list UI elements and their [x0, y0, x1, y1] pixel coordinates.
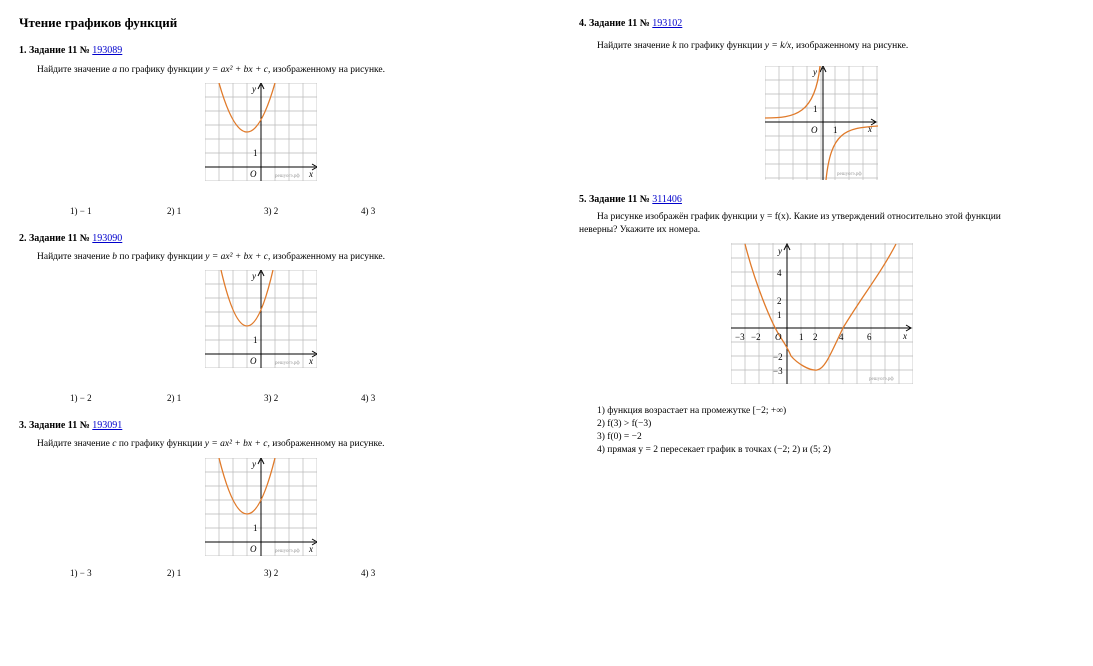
- prompt-formula: y = k/x,: [764, 41, 794, 51]
- task-number: 5.: [579, 194, 587, 205]
- prompt-text: Найдите значение: [37, 439, 110, 449]
- task-link[interactable]: 311406: [652, 194, 682, 205]
- watermark: решуогэ.рф: [275, 174, 300, 179]
- x-axis-label: x: [309, 356, 313, 366]
- prompt-formula: y = ax² + bx + c,: [205, 252, 271, 262]
- task-number: 3.: [19, 420, 27, 431]
- prompt-line: неверны? Укажите их номера.: [579, 225, 701, 235]
- x-tick-label: −3: [735, 332, 745, 342]
- answer-option[interactable]: 3) 2: [264, 393, 279, 403]
- prompt-text: изображенному на рисунке.: [272, 439, 385, 449]
- prompt-formula: y = ax² + bx + c,: [204, 439, 270, 449]
- prompt-text: по графику функции: [118, 439, 203, 449]
- task-label: Задание 11 №: [589, 18, 650, 29]
- task-label: Задание 11 №: [589, 194, 650, 205]
- task-2: [19, 233, 122, 244]
- x-tick-label: 2: [813, 332, 818, 342]
- prompt-text: по графику функции: [119, 65, 203, 75]
- axes: [205, 460, 315, 556]
- y-axis-label: y: [252, 271, 256, 281]
- watermark: решуогэ.рф: [837, 172, 862, 177]
- function-curve: [745, 244, 896, 370]
- task-3-prompt: [37, 439, 384, 449]
- unit-label: 1: [253, 335, 258, 345]
- axes: [765, 68, 876, 180]
- origin-label: O: [775, 332, 782, 342]
- origin-label: O: [250, 169, 257, 179]
- task-link[interactable]: 193090: [92, 233, 123, 244]
- prompt-text: Найдите значение: [597, 41, 670, 51]
- axes: [205, 272, 315, 368]
- unit-label: 1: [253, 523, 258, 533]
- parabola-graph-3: [205, 458, 317, 556]
- answer-option[interactable]: 2) 1: [167, 206, 182, 216]
- task-link[interactable]: 193091: [92, 420, 123, 431]
- y-tick-label: −2: [773, 352, 783, 362]
- hyperbola-graph: [765, 66, 878, 180]
- prompt-text: изображенному на рисунке.: [272, 252, 386, 262]
- answer-option[interactable]: 1) − 1: [70, 206, 92, 216]
- answer-option[interactable]: 4) 3: [361, 206, 376, 216]
- task-link[interactable]: 193089: [92, 45, 123, 56]
- prompt-text: Найдите значение: [37, 65, 110, 75]
- unit-label: 1: [813, 104, 818, 114]
- y-tick-label: −3: [773, 366, 783, 376]
- task-header: [579, 194, 682, 205]
- y-axis-label: y: [252, 459, 256, 469]
- function-graph: [731, 243, 913, 384]
- x-tick-label: 4: [839, 332, 844, 342]
- statement-4: 4) прямая y = 2 пересекает график в точках (−2; 2) и (5; 2): [597, 445, 831, 455]
- prompt-text: по графику функции: [119, 252, 203, 262]
- unit-label: 1: [253, 148, 258, 158]
- watermark: решуогэ.рф: [869, 377, 894, 382]
- prompt-text: изображенному на рисунке.: [795, 41, 909, 51]
- x-axis-label: x: [903, 331, 907, 341]
- answer-option[interactable]: 4) 3: [361, 393, 376, 403]
- task-5: [579, 194, 682, 205]
- statement-2: 2) f(3) > f(−3): [597, 419, 652, 429]
- answer-option[interactable]: 3) 2: [264, 206, 279, 216]
- parabola-graph-1: [205, 83, 317, 181]
- x-axis-label: x: [309, 544, 313, 554]
- x-tick-label: 6: [867, 332, 872, 342]
- task-3: [19, 420, 122, 431]
- task-label: Задание 11 №: [29, 45, 90, 56]
- task-header: [19, 233, 122, 244]
- watermark: решуогэ.рф: [275, 549, 300, 554]
- task-label: Задание 11 №: [29, 233, 90, 244]
- prompt-variable: a: [112, 65, 117, 75]
- watermark: решуогэ.рф: [275, 361, 300, 366]
- x-axis-label: x: [309, 169, 313, 179]
- task-1: [19, 45, 122, 56]
- origin-label: O: [250, 356, 257, 366]
- task-header: [579, 18, 682, 29]
- x-tick-label: −2: [751, 332, 761, 342]
- answer-option[interactable]: 2) 1: [167, 393, 182, 403]
- axes: [731, 246, 911, 384]
- task-4: [579, 18, 682, 29]
- prompt-text: Найдите значение: [37, 252, 110, 262]
- y-tick-label: 2: [777, 296, 782, 306]
- y-tick-label: 4: [777, 268, 782, 278]
- answer-option[interactable]: 1) − 2: [70, 393, 92, 403]
- axes: [205, 85, 315, 181]
- hyperbola-branch-left: [765, 66, 820, 118]
- prompt-text: изображенному на рисунке.: [272, 65, 386, 75]
- task-2-prompt: [37, 252, 385, 262]
- y-axis-label: y: [778, 246, 782, 256]
- task-5-prompt: [579, 211, 1079, 237]
- statement-1: 1) функция возрастает на промежутке [−2; +∞): [597, 406, 787, 416]
- origin-label: O: [811, 125, 818, 135]
- y-axis-label: y: [813, 67, 817, 77]
- y-axis-label: y: [252, 84, 256, 94]
- task-link[interactable]: 193102: [652, 18, 683, 29]
- origin-label: O: [250, 544, 257, 554]
- prompt-variable: c: [112, 439, 117, 449]
- answer-option[interactable]: 1) − 3: [70, 568, 92, 578]
- task-header: [19, 420, 122, 431]
- task-number: 1.: [19, 45, 27, 56]
- x-tick-label: 1: [799, 332, 804, 342]
- prompt-variable: b: [112, 252, 117, 262]
- task-label: Задание 11 №: [29, 420, 90, 431]
- task-header: [19, 45, 122, 56]
- task-number: 4.: [579, 18, 587, 29]
- prompt-variable: k: [672, 41, 677, 51]
- task-number: 2.: [19, 233, 27, 244]
- task-1-prompt: [37, 65, 385, 75]
- x-axis-label: x: [868, 124, 872, 134]
- answer-option[interactable]: 3) 2: [264, 568, 279, 578]
- answer-option[interactable]: 4) 3: [361, 568, 376, 578]
- prompt-text: по графику функции: [678, 41, 763, 51]
- prompt-line: На рисунке изображён график функции y = f(x). Какие из утверждений относительно этой функции: [597, 212, 1001, 222]
- parabola-graph-2: [205, 270, 317, 368]
- unit-label-x: 1: [833, 125, 838, 135]
- y-tick-label: 1: [777, 310, 782, 320]
- prompt-formula: y = ax² + bx + c,: [205, 65, 271, 75]
- page-title: Чтение графиков функций: [19, 15, 178, 30]
- answer-option[interactable]: 2) 1: [167, 568, 182, 578]
- statement-3: 3) f(0) = −2: [597, 432, 642, 442]
- task-4-prompt: [597, 41, 908, 51]
